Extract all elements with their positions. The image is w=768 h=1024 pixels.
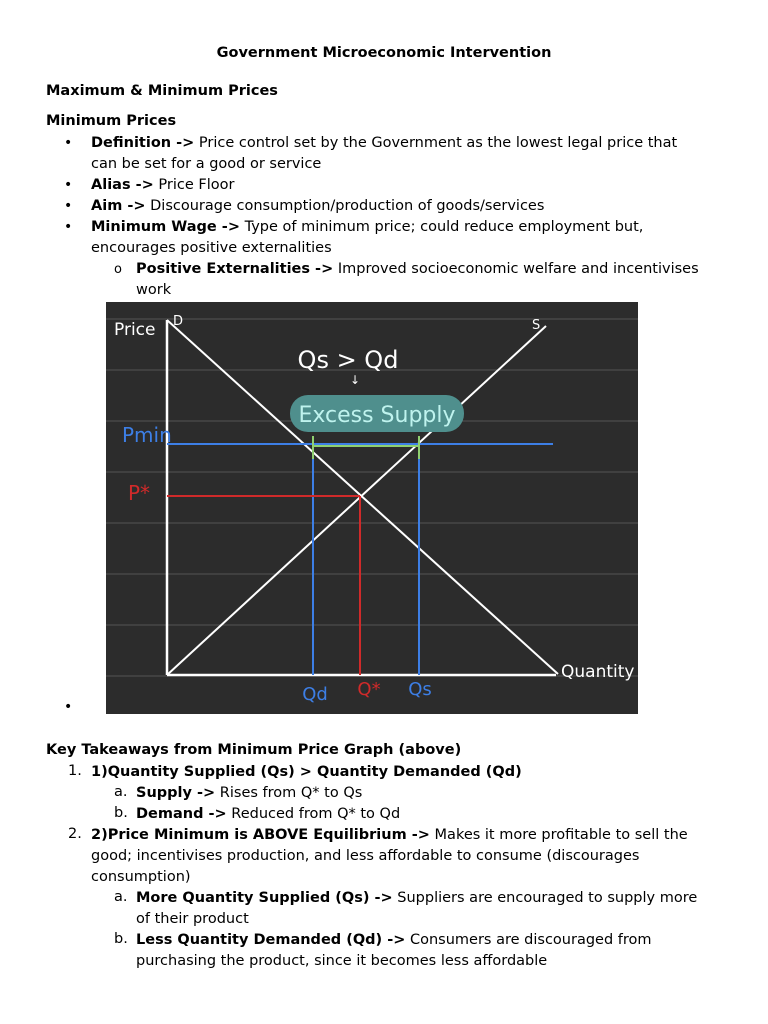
- sub-bullet-positive-externalities: [136, 259, 699, 280]
- bullet-marker: •: [64, 198, 73, 214]
- bullet-text: Price control set by the Government as the lowest legal price that: [194, 135, 678, 151]
- takeaway-2: [91, 825, 688, 846]
- takeaway-sub-text: Reduced from Q* to Qd: [226, 806, 401, 822]
- bullet-marker: •: [64, 177, 73, 193]
- qs-greater-qd-label: Qs > Qd: [297, 346, 399, 374]
- pmin-label: Pmin: [122, 423, 172, 447]
- bullet-marker: •: [64, 135, 73, 151]
- bullet-term: Aim ->: [91, 198, 146, 214]
- list-letter: a.: [114, 889, 128, 905]
- qstar-label: Q*: [357, 679, 381, 700]
- y-axis-label: Price: [114, 320, 156, 340]
- bullet-text: Discourage consumption/production of goods/services: [145, 198, 545, 214]
- takeaway-2a-line2: of their product: [136, 911, 249, 927]
- bullet-text: Type of minimum price; could reduce employment but,: [239, 219, 644, 235]
- graph-svg: [106, 302, 638, 714]
- section-heading: Maximum & Minimum Prices: [46, 83, 278, 99]
- takeaway-sub-term: Supply ->: [136, 785, 216, 801]
- bullet-aim: [91, 196, 544, 217]
- takeaway-1b: [136, 804, 400, 825]
- list-number: 1.: [68, 763, 82, 779]
- takeaway-sub-text: Consumers are discouraged from: [405, 932, 652, 948]
- bullet-marker: •: [64, 699, 73, 715]
- takeaway-2a: [136, 888, 697, 909]
- takeaway-term: 2)Price Minimum is ABOVE Equilibrium ->: [91, 827, 430, 843]
- excess-supply-bar: [313, 436, 419, 459]
- minimum-price-graph: [106, 302, 638, 714]
- takeaway-sub-text: Suppliers are encouraged to supply more: [392, 890, 698, 906]
- takeaway-sub-term: More Quantity Supplied (Qs) ->: [136, 890, 393, 906]
- takeaway-sub-term: Less Quantity Demanded (Qd) ->: [136, 932, 406, 948]
- bullet-term: Alias ->: [91, 177, 154, 193]
- bullet-definition: [91, 133, 677, 154]
- bullet-minimum-wage-line2: encourages positive externalities: [91, 240, 332, 256]
- bullet-alias: [91, 175, 234, 196]
- bullet-definition-line2: can be set for a good or service: [91, 156, 322, 172]
- takeaway-2-line3: consumption): [91, 869, 191, 885]
- takeaway-2-line2: good; incentivises production, and less affordable to consume (discourages: [91, 848, 640, 864]
- takeaway-sub-term: Demand ->: [136, 806, 227, 822]
- qd-label: Qd: [302, 684, 328, 705]
- annotation-arrow-icon: ↓: [349, 373, 361, 387]
- bullet-term: Definition ->: [91, 135, 195, 151]
- takeaway-sub-text: Rises from Q* to Qs: [215, 785, 363, 801]
- takeaway-1a: [136, 783, 362, 804]
- takeaway-text: Makes it more profitable to sell the: [429, 827, 688, 843]
- list-letter: a.: [114, 784, 128, 800]
- supply-label: S: [532, 318, 541, 333]
- bullet-text: Price Floor: [153, 177, 235, 193]
- sub-bullet-line2: work: [136, 282, 172, 298]
- bullet-minimum-wage: [91, 217, 643, 238]
- sub-bullet-text: Improved socioeconomic welfare and incentivises: [333, 261, 699, 277]
- takeaway-1: [91, 762, 522, 783]
- sub-bullet-term: Positive Externalities ->: [136, 261, 334, 277]
- takeaway-term: 1)Quantity Supplied (Qs) > Quantity Demanded (Qd): [91, 764, 522, 780]
- takeaway-2b: [136, 930, 652, 951]
- bullet-term: Minimum Wage ->: [91, 219, 240, 235]
- takeaways-heading: Key Takeaways from Minimum Price Graph (above): [46, 742, 462, 758]
- list-letter: b.: [114, 805, 128, 821]
- pstar-label: P*: [128, 481, 151, 505]
- sub-bullet-marker: o: [114, 262, 122, 277]
- takeaway-2b-line2: purchasing the product, since it becomes less affordable: [136, 953, 548, 969]
- demand-label: D: [173, 314, 184, 329]
- list-number: 2.: [68, 826, 82, 842]
- x-axis-label: Quantity: [561, 662, 635, 682]
- qs-label: Qs: [408, 679, 432, 700]
- list-letter: b.: [114, 931, 128, 947]
- document-title: Government Microeconomic Intervention: [216, 45, 552, 61]
- subsection-heading: Minimum Prices: [46, 113, 177, 129]
- bullet-marker: •: [64, 219, 73, 235]
- excess-supply-label: Excess Supply: [298, 403, 456, 428]
